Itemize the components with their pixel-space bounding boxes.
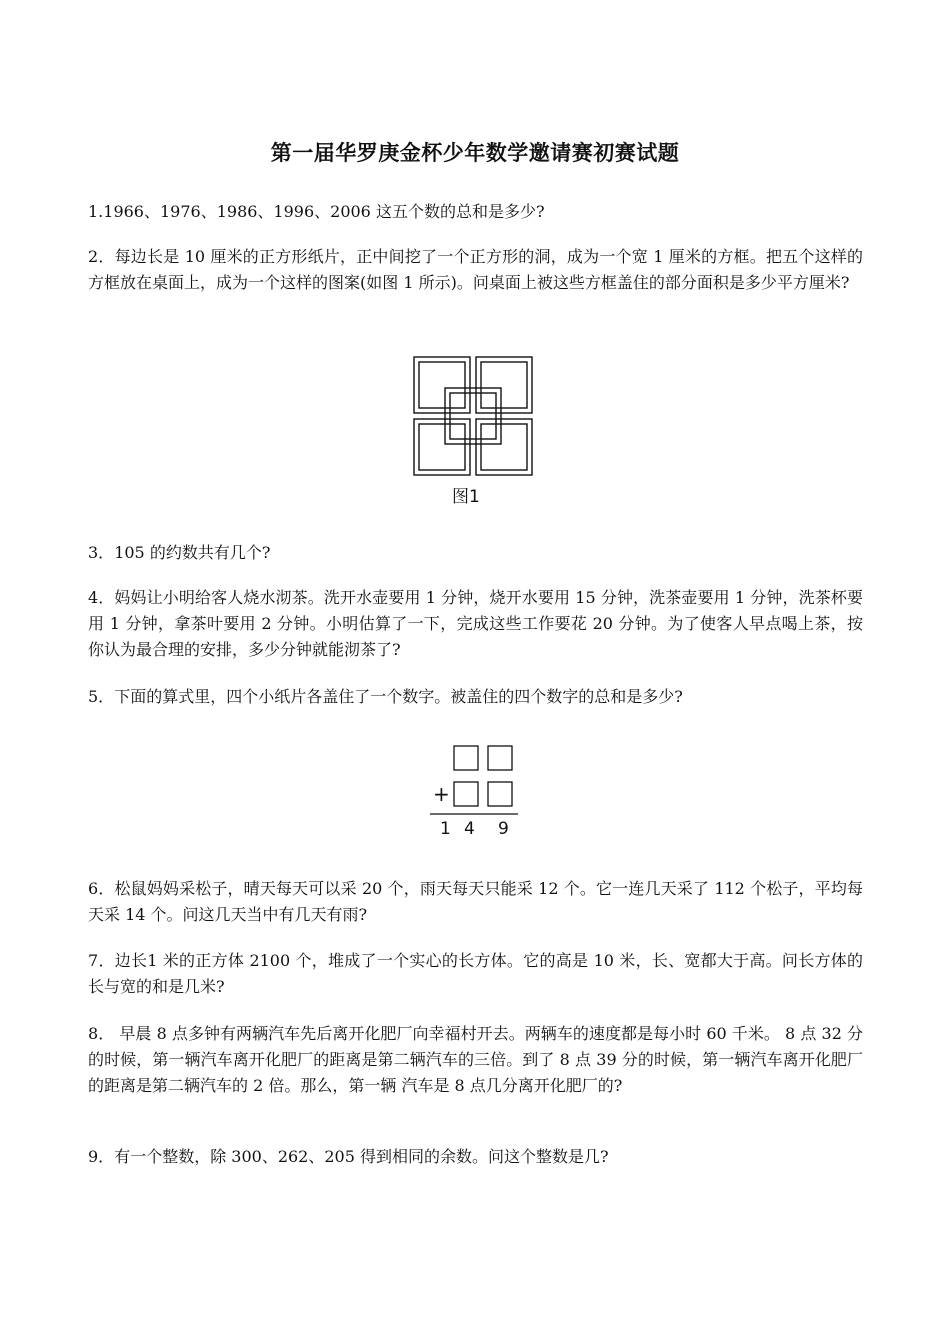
question-text: 105 的约数共有几个? [114,543,271,562]
question-9 [88,1144,863,1170]
frame-bottom-right-outer [476,419,532,475]
question-5 [88,684,863,710]
frame-top-left-inner [419,362,465,408]
question-number: 1. [88,202,104,221]
question-number: 4． [88,588,115,607]
frame-center-inner [450,393,496,439]
frame-top-right-outer [476,357,532,413]
frame-bottom-left-outer [414,419,470,475]
question-4 [88,585,863,663]
frame-bottom-left-inner [419,424,465,470]
frame-center-outer [445,388,501,444]
question-text: 下面的算式里，四个小纸片各盖住了一个数字。被盖住的四个数字的总和是多少? [114,687,683,706]
hidden-digit-box [454,782,478,806]
hidden-digit-box [454,746,478,770]
frame-top-left-outer [414,357,470,413]
figure-2-addition-puzzle [428,742,520,842]
question-text: 有一个整数，除 300、262、205 得到相同的余数。问这个整数是几? [114,1147,609,1166]
question-3 [88,540,863,566]
question-number: 5． [88,687,115,706]
question-text: 边长1 米的正方体 2100 个，堆成了一个实心的长方体。它的高是 10 米，长、宽都大于高。问长方体的长与宽的和是几米? [88,951,863,996]
question-2 [88,244,863,296]
question-text: 早晨 8 点多钟有两辆汽车先后离开化肥厂向幸福村开去。两辆车的速度都是每小时 60 千米。 8 点 32 分的时候，第一辆汽车离开化肥厂的距离是第二辆汽车的三倍。到了 8 点 39 分的时候，第一辆汽车离开化肥厂的距离是第二辆汽车的 2 倍。那么，第一辆 汽车是 8 点几分离开化肥厂的? [88,1024,863,1095]
question-number: 8． [88,1024,115,1043]
question-1 [88,199,863,225]
result-digit: 1 [440,819,451,839]
question-text: 松鼠妈妈采松子，晴天每天可以采 20 个，雨天每天只能采 12 个。它一连几天采了 112 个松子，平均每天采 14 个。问这几天当中有几天有雨? [88,879,863,924]
question-text: 妈妈让小明给客人烧水沏茶。洗开水壶要用 1 分钟，烧开水要用 15 分钟，洗茶壶要用 1 分钟，洗茶杯要用 1 分钟，拿茶叶要用 2 分钟。小明估算了一下，完成这些工作要花 20 分钟。为了使客人早点喝上茶，按你认为最合理的安排，多少分钟就能沏茶了? [88,588,863,659]
question-number: 6． [88,879,115,898]
hidden-digit-box [488,782,512,806]
figure-1-caption: 图1 [452,487,480,507]
plus-sign: + [433,782,450,806]
hidden-digit-box [488,746,512,770]
question-number: 9． [88,1147,115,1166]
question-number: 3． [88,543,115,562]
result-digit: 9 [498,819,509,839]
figure-1-frames-diagram [412,355,536,479]
question-number: 2． [88,247,115,266]
question-number: 7． [88,951,115,970]
question-8 [88,1021,863,1099]
result-digit: 4 [464,819,475,839]
frame-top-right-inner [481,362,527,408]
question-text: 每边长是 10 厘米的正方形纸片，正中间挖了一个正方形的洞，成为一个宽 1 厘米的方框。把五个这样的方框放在桌面上，成为一个这样的图案(如图 1 所示)。问桌面上被这些方框盖住的部分面积是多少平方厘米? [88,247,863,292]
question-text: 1966、1976、1986、1996、2006 这五个数的总和是多少? [103,202,545,221]
frame-bottom-right-inner [481,424,527,470]
question-7 [88,948,863,1000]
question-6 [88,876,863,928]
page-title: 第一届华罗庚金杯少年数学邀请赛初赛试题 [270,141,680,165]
